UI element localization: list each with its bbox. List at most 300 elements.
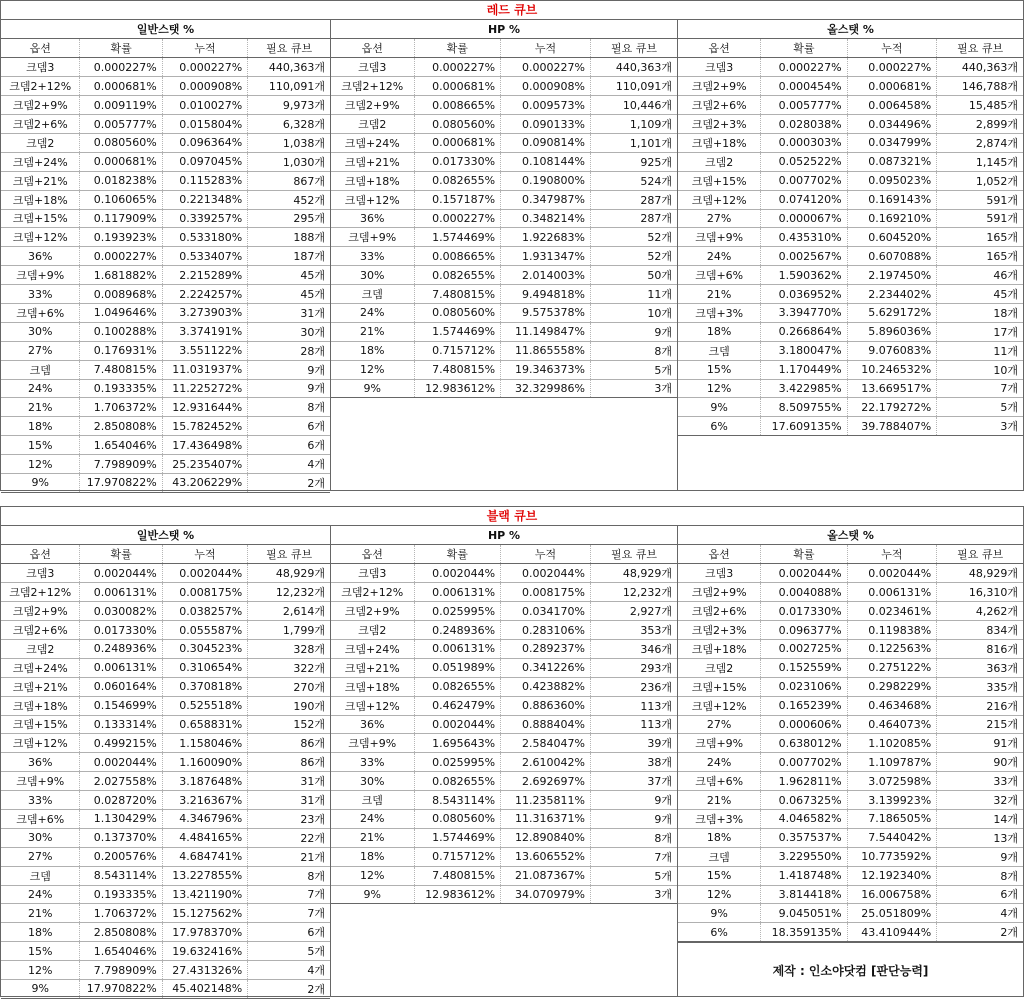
probability-cell: 0.499215%: [80, 734, 162, 753]
required-cubes-cell: 22개: [248, 828, 330, 847]
cumulative-cell: 0.000681%: [847, 77, 937, 96]
cumulative-cell: 17.978370%: [162, 923, 248, 942]
table-row: [678, 58, 1023, 77]
cumulative-cell: 13.606552%: [501, 847, 591, 866]
required-cubes-cell: 4개: [937, 904, 1023, 923]
probability-cell: 7.480815%: [80, 360, 162, 379]
cumulative-cell: 0.533180%: [162, 228, 248, 247]
cumulative-cell: 3.072598%: [847, 772, 937, 791]
required-cubes-cell: 328개: [248, 639, 330, 658]
cumulative-cell: 4.684741%: [162, 847, 248, 866]
required-cubes-cell: 2,874개: [937, 133, 1023, 152]
cumulative-cell: 16.006758%: [847, 885, 937, 904]
table-row: [678, 715, 1023, 734]
probability-cell: 1.706372%: [80, 398, 162, 417]
option-cell: 15%: [678, 360, 761, 379]
cumulative-cell: 0.009573%: [501, 96, 591, 115]
cumulative-cell: 2.014003%: [501, 266, 591, 285]
section-normal-stat: [1, 526, 331, 996]
table-row: [331, 152, 677, 171]
table-row: [1, 209, 330, 228]
option-cell: 크뎀2+3%: [678, 115, 761, 134]
table-row: [678, 753, 1023, 772]
probability-cell: 0.008968%: [80, 285, 162, 304]
cumulative-cell: 0.283106%: [501, 621, 591, 640]
table-row: [1, 58, 330, 77]
probability-cell: 0.002725%: [761, 639, 847, 658]
table-row: [1, 152, 330, 171]
table-row: [1, 303, 330, 322]
probability-cell: 0.017330%: [80, 621, 162, 640]
table-row: [678, 677, 1023, 696]
table-row: [331, 696, 677, 715]
cumulative-cell: 1.160090%: [162, 753, 248, 772]
probability-cell: 7.480815%: [414, 285, 501, 304]
cumulative-cell: 13.227855%: [162, 866, 248, 885]
probability-cell: 0.028720%: [80, 791, 162, 810]
cumulative-cell: 0.095023%: [847, 171, 937, 190]
option-cell: 21%: [678, 285, 761, 304]
probability-cell: 0.025995%: [414, 602, 501, 621]
option-header: 옵션: [331, 39, 414, 58]
table-row: [678, 809, 1023, 828]
cumulative-cell: 0.275122%: [847, 658, 937, 677]
probability-cell: 0.030082%: [80, 602, 162, 621]
required-cubes-cell: 3개: [590, 379, 677, 398]
table-row: [331, 734, 677, 753]
cumulative-cell: 2.584047%: [501, 734, 591, 753]
table-row: [331, 171, 677, 190]
required-cubes-cell: 5개: [937, 398, 1023, 417]
required-cubes-cell: 867개: [248, 171, 330, 190]
option-cell: 9%: [678, 398, 761, 417]
probability-cell: 7.798909%: [80, 455, 162, 474]
table-row: [331, 658, 677, 677]
cumulative-cell: 5.896036%: [847, 322, 937, 341]
required-cubes-cell: 9개: [937, 847, 1023, 866]
required-cubes-cell: 12,232개: [248, 583, 330, 602]
black-cube-table: [0, 506, 1024, 997]
option-cell: 24%: [678, 753, 761, 772]
header-row: [331, 545, 677, 564]
table-row: [1, 266, 330, 285]
cumulative-header: 누적: [501, 39, 591, 58]
section-hp: [331, 20, 678, 490]
probability-cell: 0.067325%: [761, 791, 847, 810]
table-row: [678, 209, 1023, 228]
table-row: [331, 866, 677, 885]
option-cell: 크뎀+18%: [678, 133, 761, 152]
table-row: [331, 791, 677, 810]
option-cell: 27%: [1, 847, 80, 866]
option-cell: 크뎀+9%: [331, 734, 414, 753]
required-cubes-cell: 9개: [590, 809, 677, 828]
option-cell: 12%: [678, 379, 761, 398]
table-row: [1, 379, 330, 398]
option-cell: 6%: [678, 923, 761, 942]
table-row: [678, 866, 1023, 885]
required-cubes-cell: 31개: [248, 303, 330, 322]
probability-cell: 0.004088%: [761, 583, 847, 602]
probability-cell: 0.106065%: [80, 190, 162, 209]
cumulative-cell: 2.610042%: [501, 753, 591, 772]
probability-cell: 0.154699%: [80, 696, 162, 715]
probability-cell: 0.002044%: [80, 564, 162, 583]
probability-cell: 3.394770%: [761, 303, 847, 322]
required-cubes-header: 필요 큐브: [590, 545, 677, 564]
cumulative-cell: 0.090133%: [501, 115, 591, 134]
required-cubes-cell: 187개: [248, 247, 330, 266]
required-cubes-cell: 165개: [937, 228, 1023, 247]
probability-cell: 0.002567%: [761, 247, 847, 266]
section-normal-stat: [1, 20, 331, 490]
option-cell: 15%: [678, 866, 761, 885]
cumulative-cell: 1.109787%: [847, 753, 937, 772]
required-cubes-cell: 11개: [937, 341, 1023, 360]
option-cell: 18%: [331, 341, 414, 360]
option-cell: 크뎀2+6%: [678, 602, 761, 621]
table-row: [678, 190, 1023, 209]
table-row: [1, 564, 330, 583]
table-row: [678, 602, 1023, 621]
probability-cell: 0.006131%: [414, 583, 501, 602]
option-cell: 크뎀2+9%: [1, 96, 80, 115]
table-row: [678, 885, 1023, 904]
cumulative-cell: 2.197450%: [847, 266, 937, 285]
cumulative-cell: 5.629172%: [847, 303, 937, 322]
header-row: [678, 39, 1023, 58]
cumulative-cell: 39.788407%: [847, 417, 937, 436]
required-cubes-cell: 270개: [248, 677, 330, 696]
required-cubes-cell: 8개: [590, 828, 677, 847]
table-row: [1, 658, 330, 677]
probability-cell: 0.200576%: [80, 847, 162, 866]
probability-cell: 0.074120%: [761, 190, 847, 209]
table-row: [331, 715, 677, 734]
option-cell: 크뎀+18%: [1, 190, 80, 209]
option-cell: 12%: [1, 455, 80, 474]
option-cell: 크뎀+18%: [331, 171, 414, 190]
table-row: [331, 360, 677, 379]
table-row: [1, 621, 330, 640]
option-cell: 크뎀2+12%: [1, 77, 80, 96]
required-cubes-cell: 816개: [937, 639, 1023, 658]
option-cell: 21%: [678, 791, 761, 810]
probability-cell: 0.025995%: [414, 753, 501, 772]
required-cubes-cell: 45개: [937, 285, 1023, 304]
probability-cell: 0.002044%: [414, 715, 501, 734]
cumulative-cell: 11.316371%: [501, 809, 591, 828]
probability-cell: 0.060164%: [80, 677, 162, 696]
table-row: [1, 942, 330, 961]
option-cell: 크뎀+6%: [678, 772, 761, 791]
required-cubes-cell: 15,485개: [937, 96, 1023, 115]
option-cell: 12%: [1, 961, 80, 980]
table-row: [1, 809, 330, 828]
cumulative-cell: 0.000227%: [847, 58, 937, 77]
probability-cell: 0.715712%: [414, 341, 501, 360]
option-cell: 크뎀2: [678, 658, 761, 677]
probability-cell: 3.180047%: [761, 341, 847, 360]
option-cell: 크뎀: [331, 285, 414, 304]
option-cell: 12%: [331, 360, 414, 379]
cumulative-cell: 0.190800%: [501, 171, 591, 190]
required-cubes-cell: 45개: [248, 285, 330, 304]
cumulative-cell: 2.692697%: [501, 772, 591, 791]
option-cell: 크뎀+6%: [1, 303, 80, 322]
table-row: [331, 285, 677, 304]
section-title: HP %: [331, 526, 677, 545]
cumulative-cell: 0.034170%: [501, 602, 591, 621]
cumulative-cell: 0.888404%: [501, 715, 591, 734]
cumulative-cell: 0.463468%: [847, 696, 937, 715]
option-cell: 크뎀3: [331, 564, 414, 583]
option-cell: 크뎀2+9%: [678, 77, 761, 96]
probability-cell: 0.082655%: [414, 171, 501, 190]
cumulative-cell: 1.931347%: [501, 247, 591, 266]
table-row: [1, 583, 330, 602]
probability-cell: 0.051989%: [414, 658, 501, 677]
required-cubes-cell: 7개: [248, 904, 330, 923]
table-row: [678, 303, 1023, 322]
cumulative-cell: 12.931644%: [162, 398, 248, 417]
cumulative-cell: 17.436498%: [162, 436, 248, 455]
table-row: [678, 379, 1023, 398]
table-row: [1, 171, 330, 190]
table-row: [331, 322, 677, 341]
option-cell: 크뎀+12%: [1, 734, 80, 753]
probability-cell: 0.157187%: [414, 190, 501, 209]
option-cell: 크뎀+9%: [331, 228, 414, 247]
required-cubes-cell: 834개: [937, 621, 1023, 640]
required-cubes-cell: 37개: [590, 772, 677, 791]
probability-cell: 0.638012%: [761, 734, 847, 753]
option-cell: 크뎀+12%: [678, 190, 761, 209]
required-cubes-header: 필요 큐브: [937, 39, 1023, 58]
table-row: [331, 77, 677, 96]
probability-table: [678, 39, 1023, 436]
option-cell: 36%: [331, 715, 414, 734]
probability-cell: 0.036952%: [761, 285, 847, 304]
probability-cell: 1.962811%: [761, 772, 847, 791]
table-row: [331, 303, 677, 322]
required-cubes-cell: 2,899개: [937, 115, 1023, 134]
table-row: [1, 96, 330, 115]
required-cubes-cell: 1,101개: [590, 133, 677, 152]
probability-cell: 0.006131%: [80, 658, 162, 677]
required-cubes-cell: 1,030개: [248, 152, 330, 171]
option-cell: 크뎀2+6%: [678, 96, 761, 115]
cumulative-cell: 2.215289%: [162, 266, 248, 285]
option-header: 옵션: [678, 545, 761, 564]
probability-cell: 0.023106%: [761, 677, 847, 696]
required-cubes-cell: 440,363개: [937, 58, 1023, 77]
probability-header: 확률: [414, 545, 501, 564]
section-hp: [331, 526, 678, 996]
cumulative-cell: 9.494818%: [501, 285, 591, 304]
required-cubes-cell: 322개: [248, 658, 330, 677]
required-cubes-cell: 216개: [937, 696, 1023, 715]
required-cubes-cell: 2개: [937, 923, 1023, 942]
table-row: [1, 677, 330, 696]
table-row: [1, 417, 330, 436]
cumulative-cell: 0.008175%: [162, 583, 248, 602]
required-cubes-cell: 591개: [937, 190, 1023, 209]
table-row: [331, 379, 677, 398]
cumulative-cell: 0.310654%: [162, 658, 248, 677]
stat-sections: [1, 20, 1023, 490]
cumulative-cell: 0.006131%: [847, 583, 937, 602]
probability-cell: 0.248936%: [80, 639, 162, 658]
probability-cell: 17.970822%: [80, 979, 162, 998]
required-cubes-cell: 31개: [248, 791, 330, 810]
option-cell: 크뎀3: [678, 564, 761, 583]
option-cell: 크뎀2: [1, 133, 80, 152]
cumulative-cell: 11.865558%: [501, 341, 591, 360]
table-row: [678, 734, 1023, 753]
table-row: [1, 885, 330, 904]
probability-cell: 1.049646%: [80, 303, 162, 322]
cumulative-cell: 0.000908%: [162, 77, 248, 96]
table-row: [1, 847, 330, 866]
table-row: [331, 564, 677, 583]
table-row: [678, 115, 1023, 134]
option-cell: 크뎀+12%: [331, 190, 414, 209]
cumulative-cell: 45.402148%: [162, 979, 248, 998]
cumulative-cell: 25.051809%: [847, 904, 937, 923]
probability-cell: 0.000227%: [80, 247, 162, 266]
probability-cell: 1.574469%: [414, 828, 501, 847]
cumulative-cell: 0.090814%: [501, 133, 591, 152]
option-cell: 6%: [678, 417, 761, 436]
cumulative-header: 누적: [847, 39, 937, 58]
option-cell: 크뎀+12%: [1, 228, 80, 247]
table-row: [331, 583, 677, 602]
required-cubes-cell: 1,052개: [937, 171, 1023, 190]
required-cubes-cell: 17개: [937, 322, 1023, 341]
table-row: [1, 285, 330, 304]
probability-cell: 1.574469%: [414, 322, 501, 341]
option-cell: 크뎀: [331, 791, 414, 810]
probability-cell: 0.000681%: [80, 77, 162, 96]
required-cubes-cell: 10개: [937, 360, 1023, 379]
option-cell: 크뎀2+12%: [331, 77, 414, 96]
cumulative-cell: 0.348214%: [501, 209, 591, 228]
probability-cell: 1.574469%: [414, 228, 501, 247]
required-cubes-cell: 146,788개: [937, 77, 1023, 96]
table-row: [678, 133, 1023, 152]
probability-header: 확률: [80, 545, 162, 564]
option-cell: 21%: [331, 828, 414, 847]
option-cell: 크뎀+12%: [331, 696, 414, 715]
required-cubes-cell: 6개: [248, 417, 330, 436]
table-row: [331, 228, 677, 247]
required-cubes-cell: 353개: [590, 621, 677, 640]
probability-cell: 0.002044%: [80, 753, 162, 772]
probability-cell: 0.100288%: [80, 322, 162, 341]
required-cubes-cell: 7개: [248, 885, 330, 904]
table-row: [678, 152, 1023, 171]
required-cubes-cell: 440,363개: [248, 58, 330, 77]
cumulative-cell: 0.034799%: [847, 133, 937, 152]
table-row: [331, 753, 677, 772]
table-row: [1, 247, 330, 266]
required-cubes-cell: 1,038개: [248, 133, 330, 152]
table-row: [331, 247, 677, 266]
required-cubes-cell: 10,446개: [590, 96, 677, 115]
required-cubes-cell: 14개: [937, 809, 1023, 828]
required-cubes-header: 필요 큐브: [937, 545, 1023, 564]
section-title: 올스탯 %: [678, 20, 1023, 39]
probability-cell: 0.266864%: [761, 322, 847, 341]
table-row: [678, 621, 1023, 640]
probability-cell: 0.082655%: [414, 677, 501, 696]
probability-cell: 0.193335%: [80, 379, 162, 398]
option-cell: 크뎀2+9%: [331, 96, 414, 115]
stat-sections: [1, 526, 1023, 996]
cumulative-cell: 0.000908%: [501, 77, 591, 96]
cumulative-cell: 0.289237%: [501, 639, 591, 658]
cumulative-cell: 0.298229%: [847, 677, 937, 696]
option-cell: 크뎀: [1, 866, 80, 885]
cumulative-cell: 43.206229%: [162, 473, 248, 492]
probability-cell: 0.000303%: [761, 133, 847, 152]
probability-cell: 3.229550%: [761, 847, 847, 866]
cumulative-cell: 0.304523%: [162, 639, 248, 658]
header-row: [1, 545, 330, 564]
option-header: 옵션: [331, 545, 414, 564]
option-cell: 18%: [678, 828, 761, 847]
required-cubes-cell: 52개: [590, 247, 677, 266]
cumulative-cell: 0.604520%: [847, 228, 937, 247]
option-cell: 36%: [1, 247, 80, 266]
required-cubes-cell: 5개: [590, 866, 677, 885]
required-cubes-cell: 48,929개: [590, 564, 677, 583]
probability-table: [1, 39, 330, 493]
table-row: [678, 923, 1023, 942]
required-cubes-cell: 363개: [937, 658, 1023, 677]
required-cubes-cell: 6개: [248, 436, 330, 455]
option-cell: 크뎀+21%: [331, 152, 414, 171]
cumulative-cell: 25.235407%: [162, 455, 248, 474]
cumulative-cell: 0.607088%: [847, 247, 937, 266]
table-row: [331, 885, 677, 904]
required-cubes-cell: 2개: [248, 473, 330, 492]
table-row: [1, 322, 330, 341]
option-cell: 30%: [1, 322, 80, 341]
required-cubes-cell: 7개: [937, 379, 1023, 398]
section-all-stat: [678, 20, 1023, 490]
cumulative-header: 누적: [501, 545, 591, 564]
cumulative-cell: 9.076083%: [847, 341, 937, 360]
table-row: [1, 455, 330, 474]
cumulative-cell: 0.000227%: [162, 58, 248, 77]
required-cubes-cell: 12,232개: [590, 583, 677, 602]
option-cell: 크뎀+6%: [1, 809, 80, 828]
required-cubes-cell: 6개: [248, 923, 330, 942]
required-cubes-cell: 9개: [590, 322, 677, 341]
table-row: [1, 436, 330, 455]
probability-cell: 1.654046%: [80, 942, 162, 961]
probability-cell: 0.715712%: [414, 847, 501, 866]
required-cubes-cell: 4개: [248, 961, 330, 980]
cumulative-cell: 3.139923%: [847, 791, 937, 810]
option-cell: 크뎀+21%: [1, 677, 80, 696]
required-cubes-cell: 6,328개: [248, 115, 330, 134]
table-row: [678, 564, 1023, 583]
required-cubes-cell: 11개: [590, 285, 677, 304]
header-row: [331, 39, 677, 58]
